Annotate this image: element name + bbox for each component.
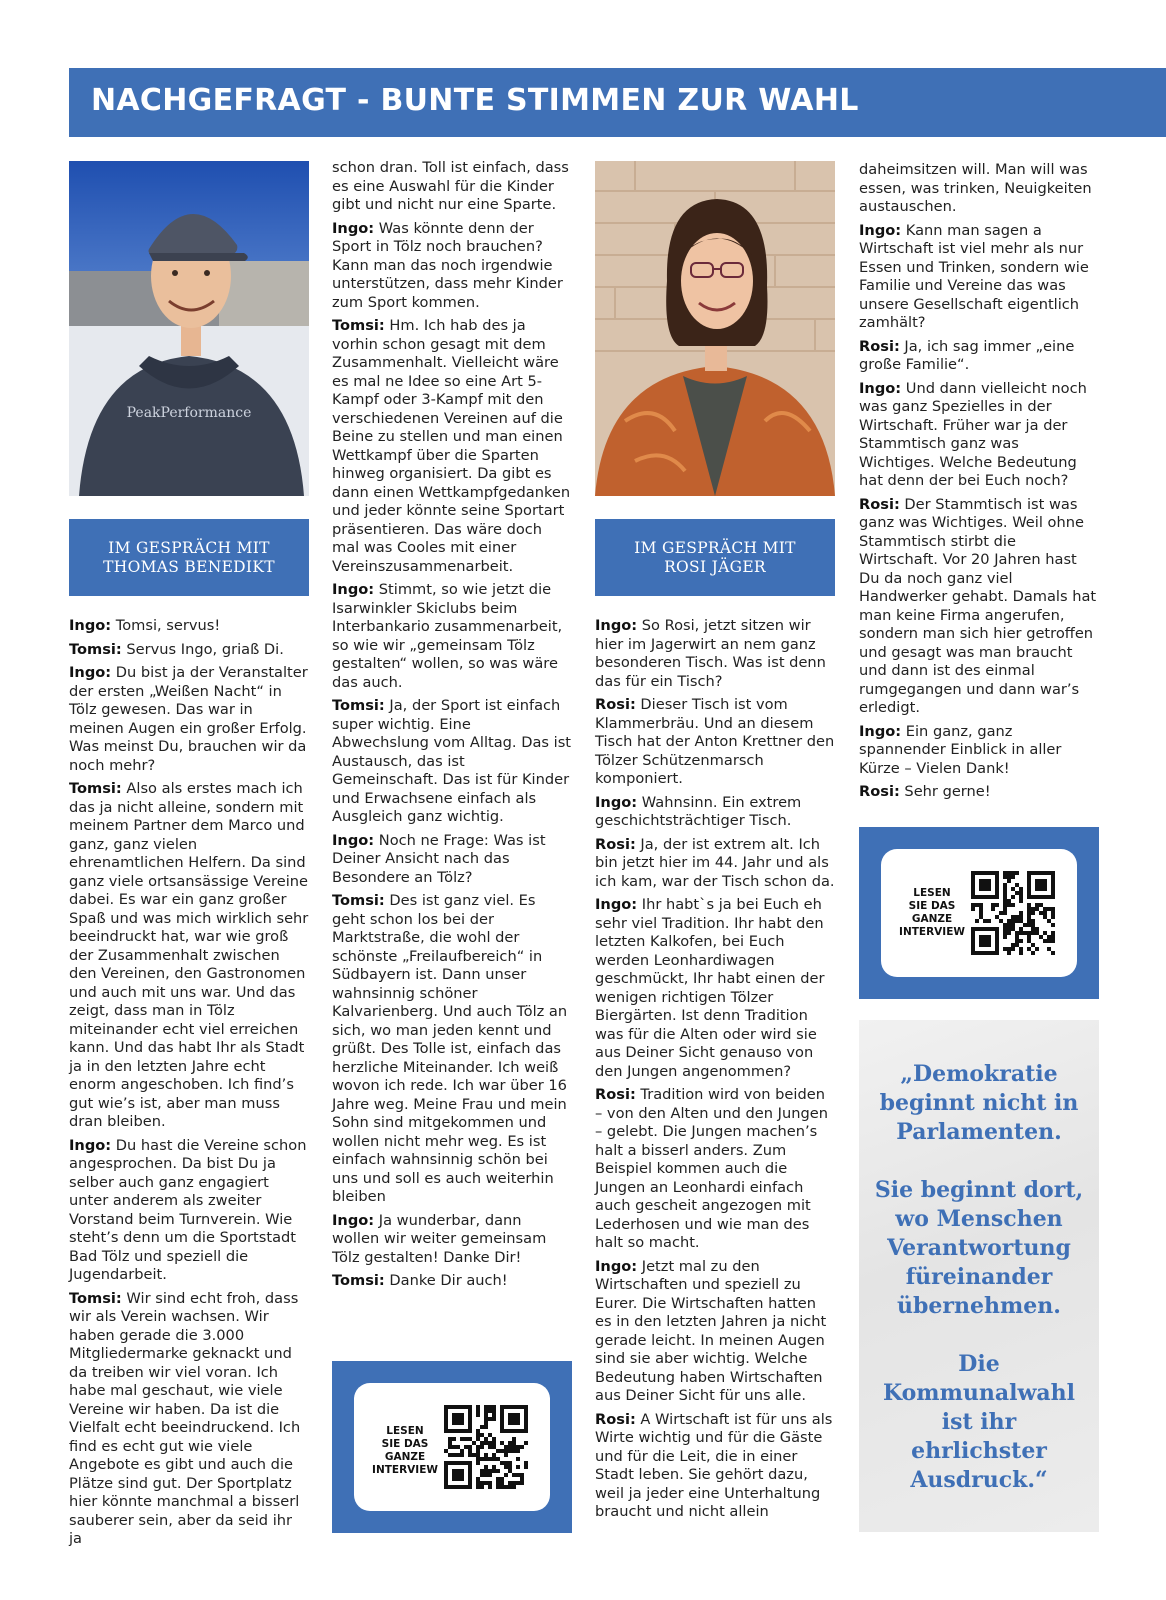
quote-paragraph-2: Sie beginnt dort, wo Menschen Verantwortung füreinander übernehmen. — [874, 1177, 1084, 1319]
column-3 — [595, 617, 835, 1527]
portrait-man-illustration — [69, 161, 309, 496]
qr-box-thomas — [332, 1361, 572, 1533]
dialogue-line: Ingo: Was könnte denn der Sport in Tölz noch brauchen? Kann man das noch irgendwie unterstützen, dass mehr Kinder zum Sport kommen. — [332, 219, 563, 311]
dialogue-line: Rosi: Tradition wird von beiden – von den Alten und den Jungen – gelebt. Die Jungen machen’s halt a bisserl anders. Zum Beispiel kommen auch die Jungen an Leonhardi einfach auch gescheit angezogen mit Lederhosen und wie man des halt so macht. — [595, 1086, 828, 1251]
dialogue-line: Ingo: Und dann vielleicht noch was ganz Spezielles in der Wirtschaft. Früher war ja der Stammtisch ganz was Wichtiges. Welche Bedeutung hat denn der bei Euch noch? — [859, 379, 1087, 489]
dialogue-line: Tomsi: Also als erstes mach ich das ja nicht alleine, sondern mit meinem Partner dem Marco und ganz, ganz vielen ehrenamtlichen Helfern. Da sind ganz viele ortsansässige Vereine dabei. Es war ein ganz großer Spaß und was mich wirklich sehr beeindruckt hat, war wie groß der Zusammenhalt zwischen den Vereinen, den Gastronomen und auch mit uns war. Und das zeigt, dass man in Tölz miteinander echt viel erreichen kann. Und das habt Ihr als Stadt ja in den letzten Jahre echt enorm angeschoben. Ich find’s gut wie’s ist, aber man muss dran bleiben. — [69, 780, 309, 1130]
portrait-woman-illustration — [595, 161, 835, 496]
qr-card[interactable] — [881, 849, 1077, 977]
dialogue-line: daheimsitzen will. Man will was essen, was trinken, Neuigkeiten austauschen. — [859, 161, 1092, 215]
column-4 — [859, 161, 1099, 807]
dialogue-line: Ingo: Ja wunderbar, dann wollen wir weiter gemeinsam Tölz gestalten! Danke Dir! — [332, 1211, 547, 1266]
dialogue-line: Ingo: Kann man sagen a Wirtschaft ist viel mehr als nur Essen und Trinken, sondern wie Familie und Vereine das was unsere Gesellschaft eigentlich zamhält? — [859, 221, 1089, 331]
column-2 — [332, 159, 572, 1296]
banner-line-1: IM GESPRÄCH MIT — [634, 538, 796, 557]
svg-text:PeakPerformance: PeakPerformance — [126, 405, 252, 421]
banner-line-2: THOMAS BENEDIKT — [103, 557, 275, 576]
dialogue-line: Ingo: Tomsi, servus! — [69, 617, 221, 634]
dialogue-line: Ingo: Ein ganz, ganz spannender Einblick in aller Kürze – Vielen Dank! — [859, 722, 1062, 777]
dialogue-line: Tomsi: Danke Dir auch! — [332, 1272, 508, 1289]
dialogue-line: Ingo: Du bist ja der Veranstalter der ersten „Weißen Nacht“ in Tölz gewesen. Das war in meinen Augen ein großer Erfolg. Was meinst Du, brauchen wir da noch mehr? — [69, 664, 308, 774]
dialogue-line: Tomsi: Wir sind echt froh, dass wir als Verein wachsen. Wir haben gerade die 3.000 Mitgliedermarke geknackt und da treiben wir viel voran. Ich habe mal geschaut, wie viele Vereine wir haben. Da ist die Vielfalt echt beeindruckend. Ich find es echt gut wie viele Angebote es gibt und auch die Plätze sind gut. Der Sportplatz hier könnte manchmal a bisserl sauberer sein, aber da seid ihr ja — [69, 1289, 301, 1547]
dialogue-line: Tomsi: Servus Ingo, griaß Di. — [69, 640, 284, 658]
qr-code-icon[interactable] — [444, 1405, 528, 1489]
quote-box — [859, 1020, 1099, 1532]
page-header — [69, 68, 1166, 137]
page-title: NACHGEFRAGT - BUNTE STIMMEN ZUR WAHL — [91, 83, 859, 118]
quote-paragraph-3: Die Kommunalwahl ist ihr ehrlichster Ausdruck.“ — [882, 1351, 1076, 1493]
dialogue-line: Rosi: Der Stammtisch ist was ganz was Wichtiges. Weil ohne Stammtisch stirbt die Wirtschaft. Vor 20 Jahren hast Du da noch ganz viel Handwerker gehabt. Damals hat man keine Firma angerufen, sondern man sich hier getroffen und gesagt was man braucht und dann ist des einmal rumgegangen und dann war’s erledigt. — [859, 495, 1097, 716]
banner-line-2: ROSI JÄGER — [664, 557, 766, 576]
banner-line-1: IM GESPRÄCH MIT — [108, 538, 270, 557]
dialogue-line: Ingo: So Rosi, jetzt sitzen wir hier im Jagerwirt an nem ganz besonderen Tisch. Was ist denn das für ein Tisch? — [595, 617, 826, 690]
dialogue-line: Tomsi: Ja, der Sport ist einfach super wichtig. Eine Abwechslung vom Alltag. Das ist Austausch, das ist Gemeinschaft. Das ist für Kinder und Erwachsene einfach als Ausgleich ganz wichtig. — [332, 697, 572, 825]
qr-box-rosi — [859, 827, 1099, 999]
interview-banner-rosi — [595, 519, 835, 596]
dialogue-line: Ingo: Ihr habt`s ja bei Euch eh sehr viel Tradition. Ihr habt den letzten Kalkofen, bei Euch werden Leonhardiwagen geschmückt, Ihr habt einen der wenigen richtigen Tölzer Biergärten. Ist denn Tradition was für die Alten oder wird sie aus Deiner Sicht genauso von den Jungen angenommen? — [595, 896, 825, 1080]
dialogue-line: Rosi: Ja, der ist extrem alt. Ich bin jetzt hier im 44. Jahr und als ich kam, war der Tisch schon da. — [595, 835, 835, 890]
qr-label: LESEN SIE DAS GANZE INTERVIEW — [372, 1425, 438, 1476]
quote-paragraph-1: „Demokratie beginnt nicht in Parlamenten. — [879, 1061, 1079, 1145]
dialogue-line: Tomsi: Hm. Ich hab des ja vorhin schon gesagt mit dem Zusammenhalt. Vielleicht wäre es mal ne Idee so eine Art 5-Kampf oder 3-Kampf mit den verschiedenen Vereinen auf die Beine zu stellen und man einen Wettkampf über die Sparten hinweg organisiert. Da gibt es dann einen Wettkampfgedanken und jeder könnte seine Sportart präsentieren. Das wäre doch mal was Cooles mit einer Vereinszusammenarbeit. — [332, 317, 571, 575]
dialogue-line: Rosi: A Wirtschaft ist für uns als Wirte wichtig und für die Gäste und für die Leit, die in einer Stadt leben. Sie gehört dazu, weil ja jeder eine Unterhaltung braucht und nicht allein — [595, 1410, 833, 1520]
dialogue-line: schon dran. Toll ist einfach, dass es eine Auswahl für die Kinder gibt und nicht nur eine Sparte. — [332, 159, 569, 213]
qr-code-icon[interactable] — [971, 871, 1055, 955]
dialogue-line: Rosi: Ja, ich sag immer „eine große Familie“. — [859, 337, 1075, 373]
dialogue-line: Ingo: Wahnsinn. Ein extrem geschichtsträchtiger Tisch. — [595, 793, 802, 829]
column-1 — [69, 617, 309, 1554]
qr-card[interactable] — [354, 1383, 550, 1511]
dialogue-line: Ingo: Du hast die Vereine schon angesprochen. Da bist Du ja selber auch ganz engagiert unter anderem als zweiter Vorstand beim Turnverein. Wie steht’s denn um die Sportstadt Bad Tölz und speziell die Jugendarbeit. — [69, 1136, 307, 1283]
photo-thomas-benedikt — [69, 161, 309, 496]
dialogue-line: Ingo: Noch ne Frage: Was ist Deiner Ansicht nach das Besondere an Tölz? — [332, 831, 546, 886]
dialogue-line: Ingo: Jetzt mal zu den Wirtschaften und speziell zu Eurer. Die Wirtschaften hatten es in den letzten Jahren ja nicht gerade leicht. In meinen Augen sind sie aber wichtig. Welche Bedeutung haben Wirtschaften aus Deiner Sicht für uns alle. — [595, 1257, 827, 1404]
dialogue-line: Tomsi: Des ist ganz viel. Es geht schon los bei der Marktstraße, die wohl der schönste „Freilaufbereich“ in Südbayern ist. Dann unser wahnsinnig schöner Kalvarienberg. Und auch Tölz an sich, wo man jeden kennt und grüßt. Des Tolle ist, einfach das herzliche Miteinander. Ich weiß wovon ich rede. Ich war über 16 Jahre weg. Meine Frau und mein Sohn sind mitgekommen und wollen nicht mehr weg. Es ist einfach wahnsinnig schön bei uns und soll es auch weiterhin bleiben — [332, 892, 568, 1205]
dialogue-line: Rosi: Dieser Tisch ist vom Klammerbräu. Und an diesem Tisch hat der Anton Krettner den Tölzer Schützenmarsch komponiert. — [595, 696, 835, 787]
photo-rosi-jaeger — [595, 161, 835, 496]
dialogue-line: Rosi: Sehr gerne! — [859, 783, 991, 800]
interview-banner-thomas — [69, 519, 309, 596]
dialogue-line: Ingo: Stimmt, so wie jetzt die Isarwinkler Skiclubs beim Interbankario zusammenarbeit, so wie wir „gemeinsam Tölz gestalten“ wollen, so was wäre das auch. — [332, 581, 563, 691]
qr-label: LESEN SIE DAS GANZE INTERVIEW — [899, 887, 965, 938]
